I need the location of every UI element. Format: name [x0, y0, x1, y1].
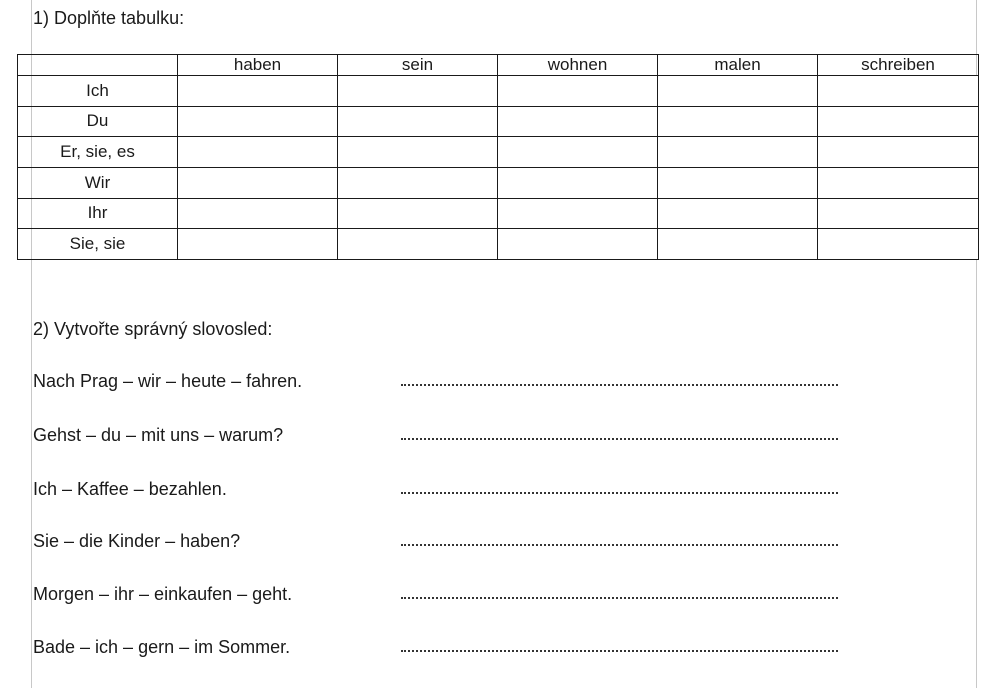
row-header-er-sie-es: Er, sie, es [18, 137, 178, 168]
table-corner-cell [18, 55, 178, 76]
answer-line[interactable] [401, 384, 838, 386]
answer-cell[interactable] [818, 106, 979, 137]
answer-line[interactable] [401, 492, 838, 494]
table-header-row [18, 55, 979, 76]
section1-title: 1) Doplňte tabulku: [33, 8, 185, 28]
answer-cell[interactable] [498, 229, 658, 260]
exercise-prompt: Bade – ich – gern – im Sommer. [33, 637, 291, 657]
answer-cell[interactable] [498, 167, 658, 198]
exercise-prompt: Nach Prag – wir – heute – fahren. [33, 371, 303, 391]
exercise-item [33, 478, 853, 502]
row-header-wir: Wir [18, 167, 178, 198]
answer-line[interactable] [401, 597, 838, 599]
answer-line[interactable] [401, 544, 838, 546]
exercise-prompt: Ich – Kaffee – bezahlen. [33, 479, 227, 499]
table-row [18, 137, 979, 168]
answer-cell[interactable] [498, 76, 658, 107]
exercise-item [33, 424, 853, 448]
answer-cell[interactable] [178, 76, 338, 107]
answer-cell[interactable] [178, 198, 338, 229]
table-row [18, 229, 979, 260]
answer-cell[interactable] [658, 106, 818, 137]
answer-cell[interactable] [658, 198, 818, 229]
answer-cell[interactable] [658, 229, 818, 260]
column-header-wohnen: wohnen [498, 55, 658, 76]
exercise-item [33, 636, 853, 660]
row-header-sie-sie: Sie, sie [18, 229, 178, 260]
answer-cell[interactable] [178, 137, 338, 168]
exercise-prompt: Sie – die Kinder – haben? [33, 531, 241, 551]
table-row [18, 106, 979, 137]
answer-cell[interactable] [818, 198, 979, 229]
table-row [18, 167, 979, 198]
answer-cell[interactable] [658, 167, 818, 198]
answer-cell[interactable] [818, 167, 979, 198]
table-row [18, 198, 979, 229]
answer-cell[interactable] [658, 137, 818, 168]
answer-cell[interactable] [338, 76, 498, 107]
answer-cell[interactable] [818, 76, 979, 107]
exercise-item [33, 583, 853, 607]
answer-cell[interactable] [178, 106, 338, 137]
answer-cell[interactable] [338, 198, 498, 229]
answer-cell[interactable] [338, 106, 498, 137]
answer-cell[interactable] [818, 229, 979, 260]
answer-cell[interactable] [658, 76, 818, 107]
column-header-schreiben: schreiben [818, 55, 979, 76]
answer-cell[interactable] [498, 106, 658, 137]
answer-cell[interactable] [338, 137, 498, 168]
table-row [18, 76, 979, 107]
answer-cell[interactable] [178, 229, 338, 260]
answer-cell[interactable] [498, 137, 658, 168]
column-header-haben: haben [178, 55, 338, 76]
answer-cell[interactable] [338, 229, 498, 260]
conjugation-table [17, 54, 979, 260]
row-header-du: Du [18, 106, 178, 137]
answer-cell[interactable] [338, 167, 498, 198]
row-header-ihr: Ihr [18, 198, 178, 229]
answer-line[interactable] [401, 438, 838, 440]
section2-title: 2) Vytvořte správný slovosled: [33, 319, 273, 339]
exercise-prompt: Morgen – ihr – einkaufen – geht. [33, 584, 293, 604]
row-header-ich: Ich [18, 76, 178, 107]
column-header-sein: sein [338, 55, 498, 76]
exercise-prompt: Gehst – du – mit uns – warum? [33, 425, 284, 445]
exercise-item [33, 530, 853, 554]
column-header-malen: malen [658, 55, 818, 76]
answer-cell[interactable] [818, 137, 979, 168]
answer-line[interactable] [401, 650, 838, 652]
exercise-item [33, 370, 853, 394]
answer-cell[interactable] [498, 198, 658, 229]
answer-cell[interactable] [178, 167, 338, 198]
